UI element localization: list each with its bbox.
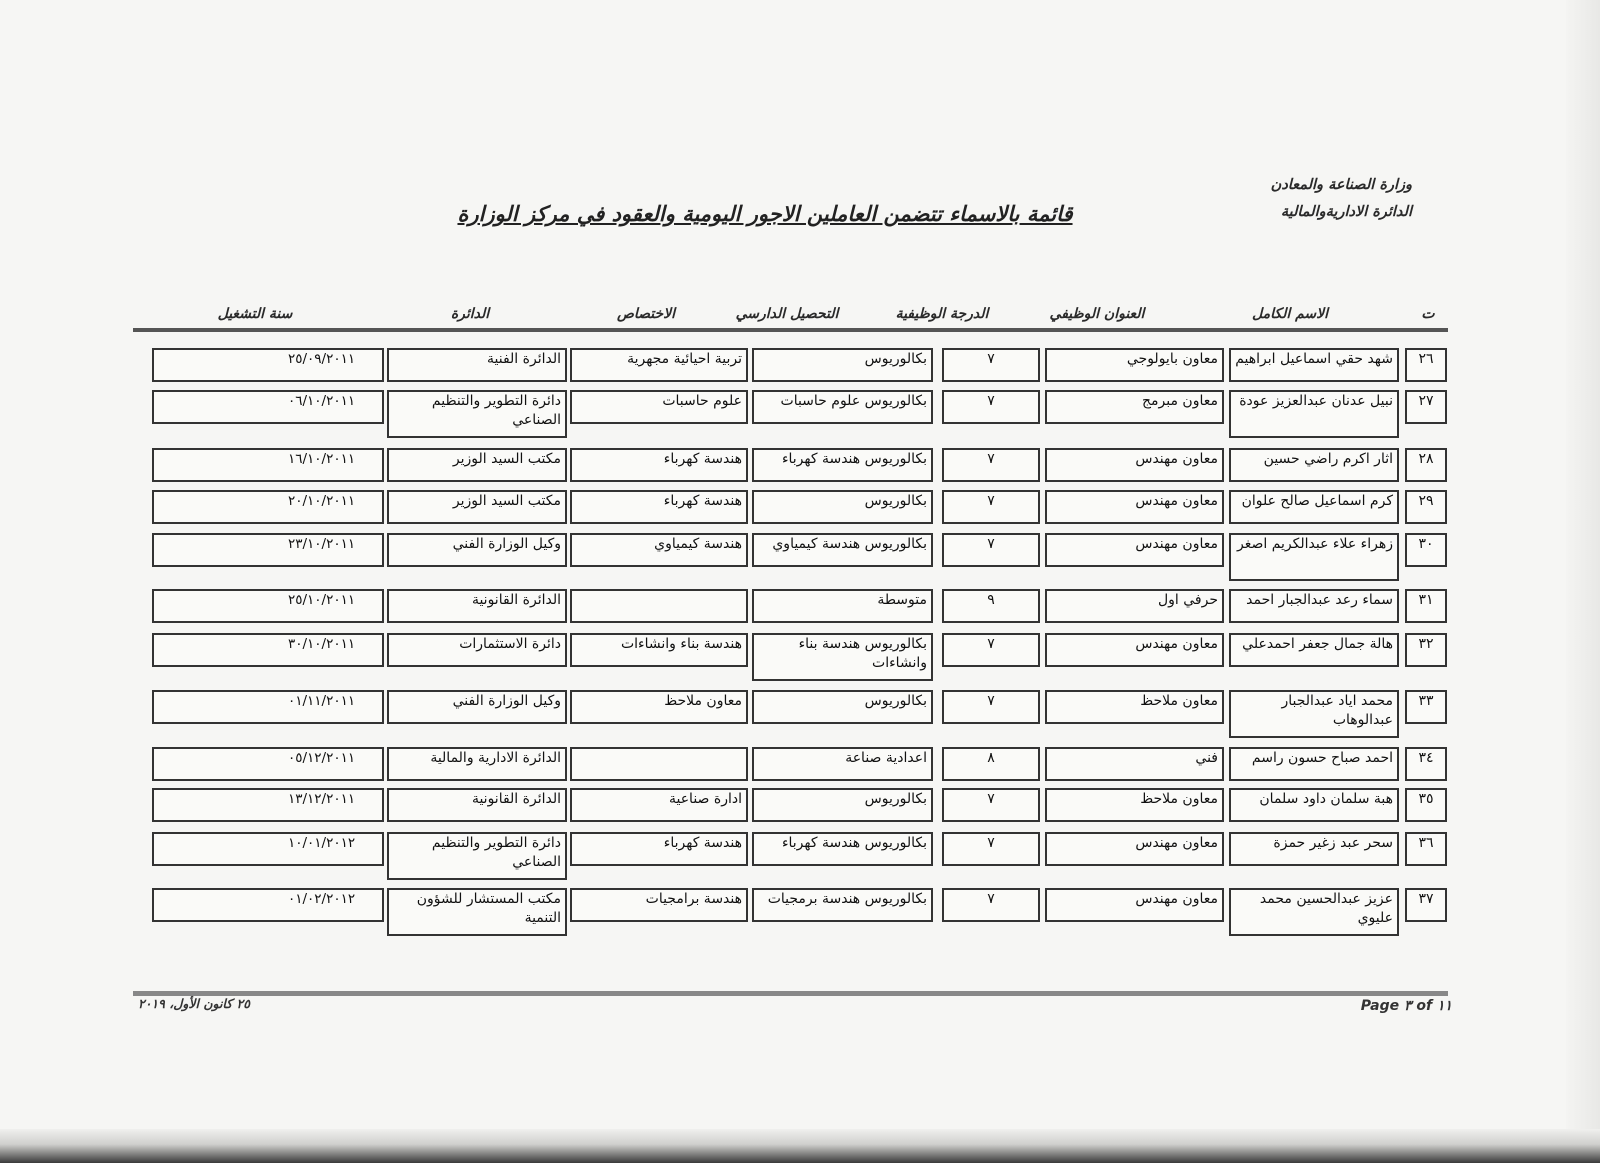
- job-title-cell: فني: [1045, 747, 1224, 781]
- department-cell: الدائرة القانونية: [387, 589, 567, 623]
- job-title-cell: معاون مهندس: [1045, 888, 1224, 922]
- education-cell: بكالوريوس هندسة بناء وانشاءات: [752, 633, 933, 681]
- education-cell: بكالوريوس هندسة كهرباء: [752, 448, 933, 482]
- start-date-cell: ٢٠/١٠/٢٠١١: [152, 490, 384, 524]
- header-rule: [133, 328, 1448, 332]
- name-cell: سماء رعد عبدالجبار احمد: [1229, 589, 1399, 623]
- name-cell: نبيل عدنان عبدالعزيز عودة: [1229, 390, 1399, 438]
- col-header-education: التحصيل الدارسي: [735, 306, 839, 322]
- job-title-cell: معاون مبرمج: [1045, 390, 1224, 424]
- start-date-cell: ٢٥/٠٩/٢٠١١: [152, 348, 384, 382]
- start-date-cell: ٢٣/١٠/٢٠١١: [152, 533, 384, 567]
- specialization-cell: تربية احيائية مجهرية: [570, 348, 748, 382]
- start-date-cell: ٠١/١١/٢٠١١: [152, 690, 384, 724]
- start-date-cell: ١٦/١٠/٢٠١١: [152, 448, 384, 482]
- name-cell: اثار اكرم راضي حسين: [1229, 448, 1399, 482]
- department-name: الدائرة الاداريةوالمالية: [1280, 203, 1412, 220]
- document-title: قائمة بالاسماء تتضمن العاملين الاجور اليومية والعقود في مركز الوزارة: [457, 202, 1073, 226]
- education-cell: بكالوريوس: [752, 348, 933, 382]
- grade-cell: ٧: [942, 390, 1040, 424]
- seq-cell: ٢٧: [1405, 390, 1447, 424]
- name-cell: هالة جمال جعفر احمدعلي: [1229, 633, 1399, 667]
- specialization-cell: هندسة كهرباء: [570, 448, 748, 482]
- start-date-cell: ١٠/٠١/٢٠١٢: [152, 832, 384, 866]
- col-header-job-title: العنوان الوظيفي: [1049, 306, 1145, 322]
- start-date-cell: ٠٦/١٠/٢٠١١: [152, 390, 384, 424]
- footer-rule: [133, 991, 1448, 996]
- specialization-cell: [570, 747, 748, 781]
- education-cell: اعدادية صناعة: [752, 747, 933, 781]
- start-date-cell: ٢٥/١٠/٢٠١١: [152, 589, 384, 623]
- seq-cell: ٣١: [1405, 589, 1447, 623]
- page-number: Page ٣ of ١١: [1360, 998, 1452, 1014]
- education-cell: بكالوريوس: [752, 788, 933, 822]
- specialization-cell: هندسة كهرباء: [570, 490, 748, 524]
- job-title-cell: معاون مهندس: [1045, 633, 1224, 667]
- education-cell: متوسطة: [752, 589, 933, 623]
- department-cell: الدائرة الفنية: [387, 348, 567, 382]
- scan-bottom-edge: [0, 1129, 1600, 1163]
- name-cell: محمد اياد عبدالجبار عبدالوهاب: [1229, 690, 1399, 738]
- name-cell: شهد حقي اسماعيل ابراهيم: [1229, 348, 1399, 382]
- job-title-cell: معاون مهندس: [1045, 533, 1224, 567]
- seq-cell: ٣٣: [1405, 690, 1447, 724]
- grade-cell: ٧: [942, 448, 1040, 482]
- seq-cell: ٢٩: [1405, 490, 1447, 524]
- col-header-start-year: سنة التشغيل: [217, 306, 293, 322]
- grade-cell: ٧: [942, 690, 1040, 724]
- col-header-seq: ت: [1421, 306, 1435, 322]
- department-cell: دائرة التطوير والتنظيم الصناعي: [387, 832, 567, 880]
- ministry-name: وزارة الصناعة والمعادن: [1270, 176, 1412, 193]
- grade-cell: ٩: [942, 589, 1040, 623]
- name-cell: عزيز عبدالحسين محمد عليوي: [1229, 888, 1399, 936]
- seq-cell: ٣٧: [1405, 888, 1447, 922]
- specialization-cell: معاون ملاحظ: [570, 690, 748, 724]
- grade-cell: ٧: [942, 788, 1040, 822]
- grade-cell: ٧: [942, 490, 1040, 524]
- department-cell: وكيل الوزارة الفني: [387, 690, 567, 724]
- seq-cell: ٢٨: [1405, 448, 1447, 482]
- specialization-cell: علوم حاسبات: [570, 390, 748, 424]
- department-cell: الدائرة الادارية والمالية: [387, 747, 567, 781]
- department-cell: مكتب المستشار للشؤون التنمية: [387, 888, 567, 936]
- job-title-cell: معاون ملاحظ: [1045, 690, 1224, 724]
- specialization-cell: هندسة كهرباء: [570, 832, 748, 866]
- grade-cell: ٧: [942, 832, 1040, 866]
- start-date-cell: ٠١/٠٢/٢٠١٢: [152, 888, 384, 922]
- specialization-cell: [570, 589, 748, 623]
- specialization-cell: هندسة بناء وانشاءات: [570, 633, 748, 667]
- job-title-cell: معاون بايولوجي: [1045, 348, 1224, 382]
- scan-edge: [1566, 0, 1600, 1163]
- grade-cell: ٧: [942, 533, 1040, 567]
- name-cell: زهراء علاء عبدالكريم اصغر: [1229, 533, 1399, 581]
- job-title-cell: معاون مهندس: [1045, 448, 1224, 482]
- education-cell: بكالوريوس: [752, 490, 933, 524]
- name-cell: كرم اسماعيل صالح علوان: [1229, 490, 1399, 524]
- department-cell: دائرة التطوير والتنظيم الصناعي: [387, 390, 567, 438]
- grade-cell: ٧: [942, 348, 1040, 382]
- col-header-grade: الدرجة الوظيفية: [895, 306, 989, 322]
- education-cell: بكالوريوس هندسة كيمياوي: [752, 533, 933, 567]
- department-cell: مكتب السيد الوزير: [387, 448, 567, 482]
- seq-cell: ٣٥: [1405, 788, 1447, 822]
- education-cell: بكالوريوس هندسة كهرباء: [752, 832, 933, 866]
- seq-cell: ٣٤: [1405, 747, 1447, 781]
- education-cell: بكالوريوس: [752, 690, 933, 724]
- specialization-cell: هندسة برامجيات: [570, 888, 748, 922]
- col-header-name: الاسم الكامل: [1251, 306, 1329, 322]
- department-cell: مكتب السيد الوزير: [387, 490, 567, 524]
- col-header-department: الدائرة: [450, 306, 490, 322]
- education-cell: بكالوريوس علوم حاسبات: [752, 390, 933, 424]
- job-title-cell: معاون مهندس: [1045, 832, 1224, 866]
- grade-cell: ٨: [942, 747, 1040, 781]
- job-title-cell: معاون مهندس: [1045, 490, 1224, 524]
- seq-cell: ٣٠: [1405, 533, 1447, 567]
- department-cell: دائرة الاستثمارات: [387, 633, 567, 667]
- department-cell: الدائرة القانونية: [387, 788, 567, 822]
- start-date-cell: ٠٥/١٢/٢٠١١: [152, 747, 384, 781]
- seq-cell: ٣٢: [1405, 633, 1447, 667]
- job-title-cell: حرفي اول: [1045, 589, 1224, 623]
- name-cell: سحر عبد زغير حمزة: [1229, 832, 1399, 866]
- print-date: ٢٥ كانون الأول، ٢٠١٩: [138, 996, 250, 1011]
- start-date-cell: ١٣/١٢/٢٠١١: [152, 788, 384, 822]
- start-date-cell: ٣٠/١٠/٢٠١١: [152, 633, 384, 667]
- name-cell: احمد صباح حسون راسم: [1229, 747, 1399, 781]
- job-title-cell: معاون ملاحظ: [1045, 788, 1224, 822]
- seq-cell: ٣٦: [1405, 832, 1447, 866]
- specialization-cell: ادارة صناعية: [570, 788, 748, 822]
- col-header-specialization: الاختصاص: [616, 306, 676, 322]
- seq-cell: ٢٦: [1405, 348, 1447, 382]
- name-cell: هبة سلمان داود سلمان: [1229, 788, 1399, 822]
- grade-cell: ٧: [942, 888, 1040, 922]
- education-cell: بكالوريوس هندسة برمجيات: [752, 888, 933, 922]
- grade-cell: ٧: [942, 633, 1040, 667]
- department-cell: وكيل الوزارة الفني: [387, 533, 567, 567]
- specialization-cell: هندسة كيمياوي: [570, 533, 748, 567]
